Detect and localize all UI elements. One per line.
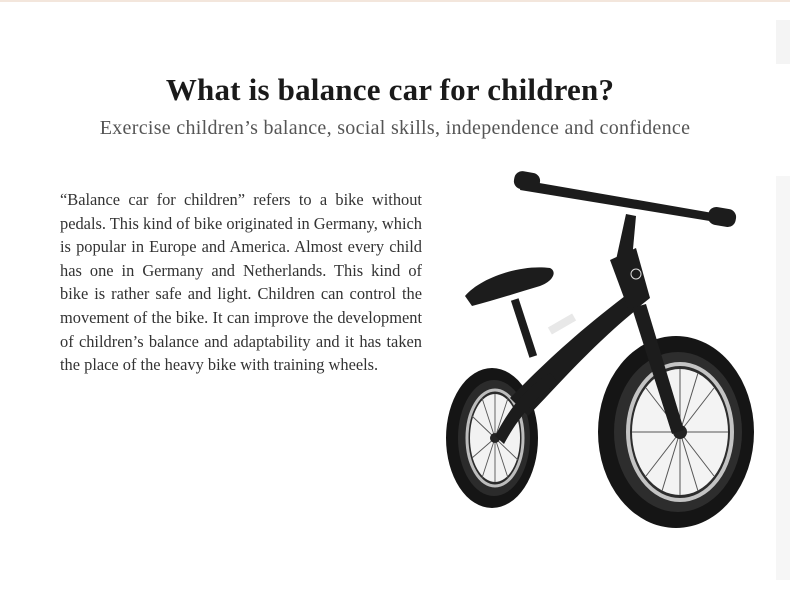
brand-badge — [548, 314, 576, 335]
side-scroll-strip-top — [776, 20, 790, 64]
balance-bike-image — [440, 168, 770, 538]
top-divider — [0, 0, 790, 2]
side-scroll-strip — [776, 176, 790, 580]
page-title: What is balance car for children? — [165, 72, 615, 107]
description-paragraph: “Balance car for children” refers to a bike without pedals. This kind of bike originated in Germany, which is popular in Europe and America. Almost every child has one in Germany and Netherlands. This kind of bike is rather safe and light. Children can control the movement of the bike. It can improve the development of children’s balance and adaptability and it has taken the place of the heavy bike with training wheels. — [60, 190, 422, 375]
page-subtitle: Exercise children’s balance, social skills, independence and confidence — [99, 117, 691, 139]
